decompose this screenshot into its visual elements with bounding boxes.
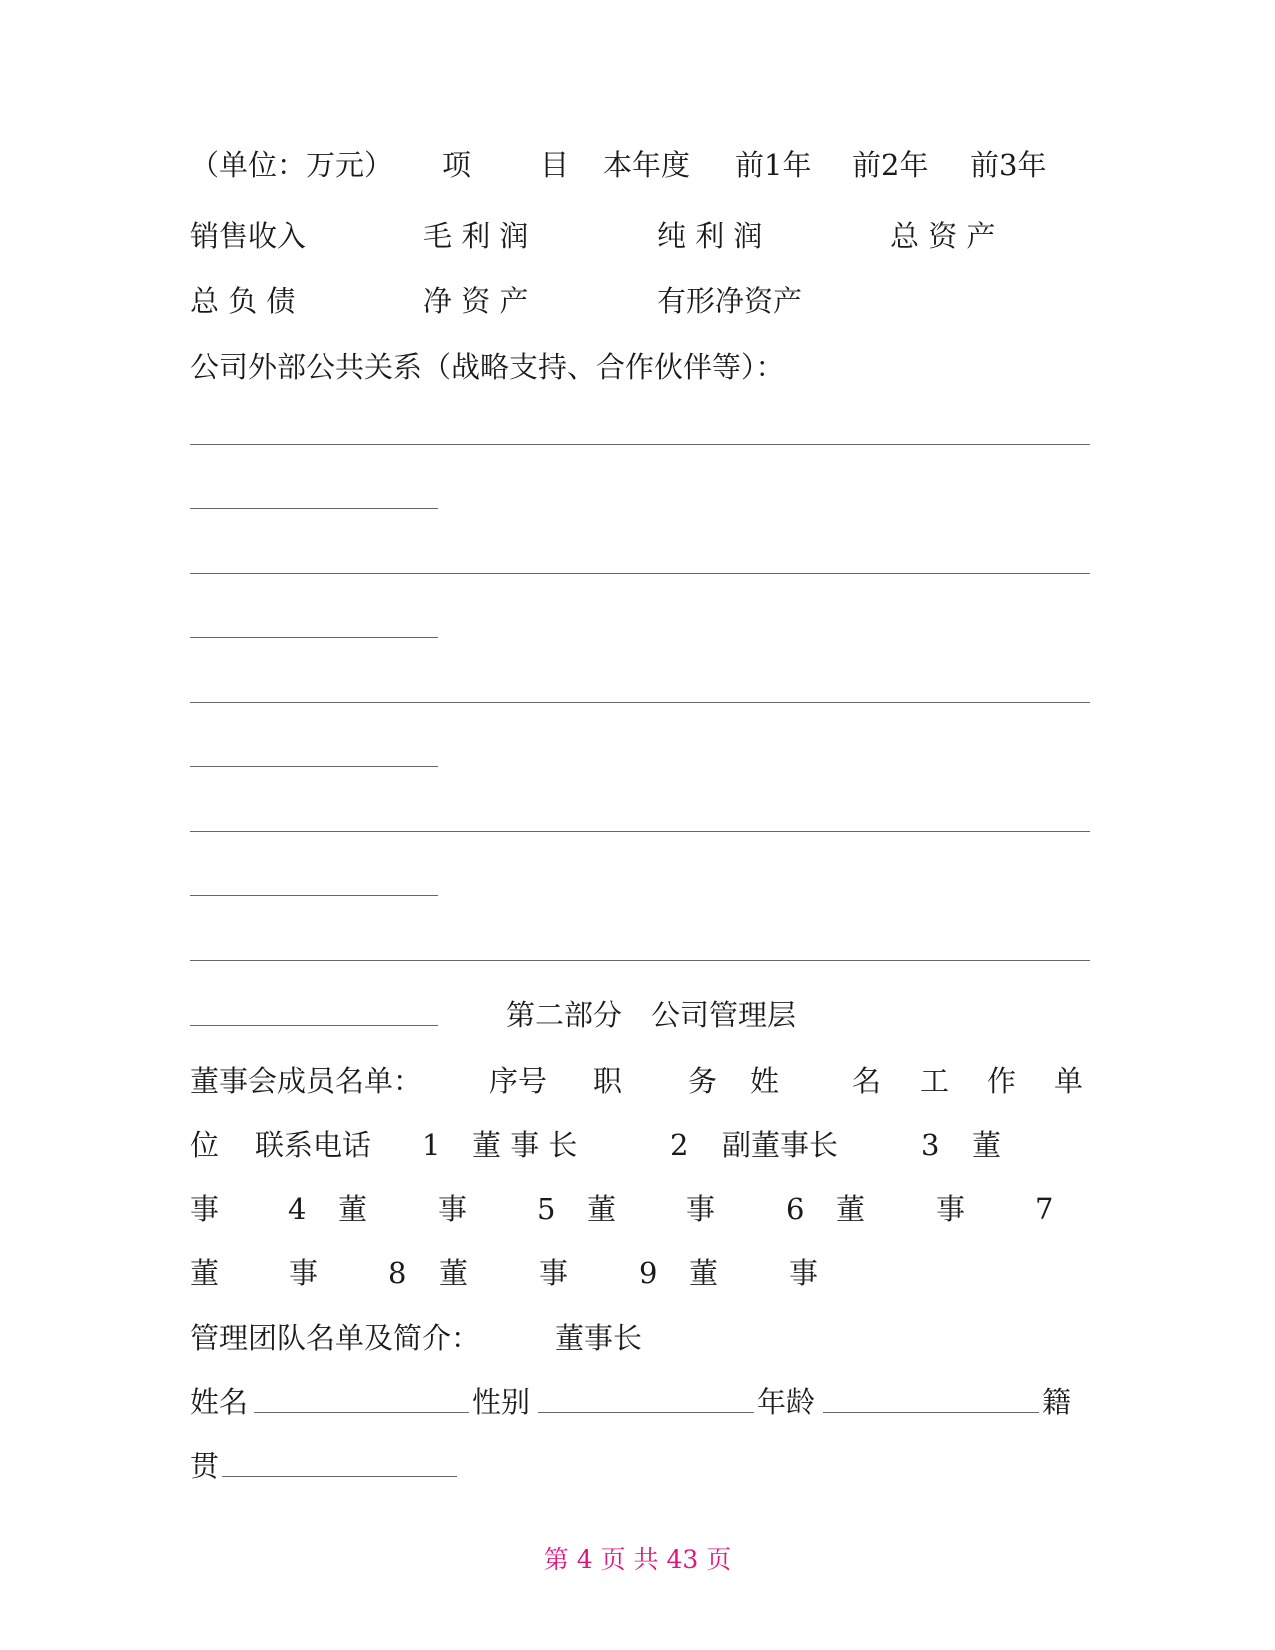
section-title-text: 第二部分 公司管理层 bbox=[506, 998, 797, 1032]
native-place-label: 籍 bbox=[1042, 1385, 1072, 1419]
blank-line[interactable] bbox=[190, 637, 438, 638]
native-place-label-cont: 贯 bbox=[190, 1449, 220, 1483]
member-title: 董 bbox=[439, 1256, 469, 1290]
member-no: 1 bbox=[422, 1128, 441, 1162]
net-profit: 纯 利 润 bbox=[657, 219, 763, 253]
col-work-1: 工 bbox=[920, 1064, 950, 1098]
member-no: 4 bbox=[288, 1192, 307, 1226]
blank-line[interactable] bbox=[190, 444, 1090, 445]
member-title: 副董事长 bbox=[722, 1128, 839, 1162]
member-no: 9 bbox=[639, 1256, 658, 1290]
management-label: 管理团队名单及简介： bbox=[190, 1321, 481, 1355]
col-name-1: 姓 bbox=[750, 1064, 780, 1098]
total-assets: 总 资 产 bbox=[890, 219, 996, 253]
member-title: 事 bbox=[190, 1192, 220, 1226]
col-work-2: 作 bbox=[987, 1064, 1017, 1098]
public-relations-label: 公司外部公共关系（战略支持、合作伙伴等）： bbox=[190, 350, 785, 384]
member-title: 董 事 长 bbox=[472, 1128, 578, 1162]
member-title: 董 bbox=[972, 1128, 1002, 1162]
member-no: 6 bbox=[786, 1192, 805, 1226]
prev-1-col: 前1年 bbox=[735, 148, 812, 182]
member-title: 事 bbox=[289, 1256, 319, 1290]
member-title: 事 bbox=[686, 1192, 716, 1226]
blank-line[interactable] bbox=[190, 573, 1090, 574]
gender-field[interactable] bbox=[538, 1412, 754, 1413]
prev-3-col: 前3年 bbox=[970, 148, 1047, 182]
member-title: 董 bbox=[587, 1192, 617, 1226]
member-no: 7 bbox=[1035, 1192, 1054, 1226]
blank-line[interactable] bbox=[190, 766, 438, 767]
unit-label: （单位：万元） bbox=[190, 148, 394, 182]
member-title: 董 bbox=[190, 1256, 220, 1290]
current-year-col: 本年度 bbox=[603, 148, 691, 182]
member-title: 事 bbox=[936, 1192, 966, 1226]
item-col-1: 项 bbox=[442, 148, 472, 182]
member-title: 董 bbox=[836, 1192, 866, 1226]
col-work-4: 位 bbox=[190, 1128, 220, 1162]
member-title: 事 bbox=[438, 1192, 468, 1226]
blank-line[interactable] bbox=[190, 960, 1090, 961]
sales-revenue: 销售收入 bbox=[190, 219, 307, 253]
prev-2-col: 前2年 bbox=[852, 148, 929, 182]
member-no: 5 bbox=[537, 1192, 556, 1226]
member-no: 2 bbox=[670, 1128, 689, 1162]
blank-line[interactable] bbox=[190, 702, 1090, 703]
net-assets: 净 资 产 bbox=[423, 284, 529, 318]
blank-line[interactable] bbox=[190, 895, 438, 896]
age-label: 年龄 bbox=[757, 1385, 816, 1419]
item-col-2: 目 bbox=[540, 148, 570, 182]
native-place-field[interactable] bbox=[222, 1476, 457, 1477]
col-work-3: 单 bbox=[1054, 1064, 1084, 1098]
blank-line[interactable] bbox=[190, 1025, 438, 1026]
blank-line[interactable] bbox=[190, 831, 1090, 832]
page-footer: 第 4 页 共 43 页 bbox=[543, 1545, 732, 1574]
member-title: 事 bbox=[539, 1256, 569, 1290]
blank-line[interactable] bbox=[190, 508, 438, 509]
name-label: 姓名 bbox=[190, 1385, 249, 1419]
col-no: 序号 bbox=[489, 1064, 548, 1098]
age-field[interactable] bbox=[823, 1412, 1039, 1413]
tangible-net-assets: 有形净资产 bbox=[657, 284, 803, 318]
col-name-2: 名 bbox=[852, 1064, 882, 1098]
gender-label: 性别 bbox=[472, 1385, 531, 1419]
chairman-label: 董事长 bbox=[555, 1321, 643, 1355]
gross-profit: 毛 利 润 bbox=[423, 219, 529, 253]
member-no: 8 bbox=[388, 1256, 407, 1290]
total-liabilities: 总 负 债 bbox=[190, 284, 296, 318]
member-no: 3 bbox=[921, 1128, 940, 1162]
member-title: 事 bbox=[789, 1256, 819, 1290]
board-label: 董事会成员名单： bbox=[190, 1064, 423, 1098]
member-title: 董 bbox=[689, 1256, 719, 1290]
col-phone: 联系电话 bbox=[255, 1128, 372, 1162]
name-field[interactable] bbox=[254, 1412, 469, 1413]
col-position-2: 务 bbox=[688, 1064, 718, 1098]
member-title: 董 bbox=[338, 1192, 368, 1226]
col-position-1: 职 bbox=[593, 1064, 623, 1098]
